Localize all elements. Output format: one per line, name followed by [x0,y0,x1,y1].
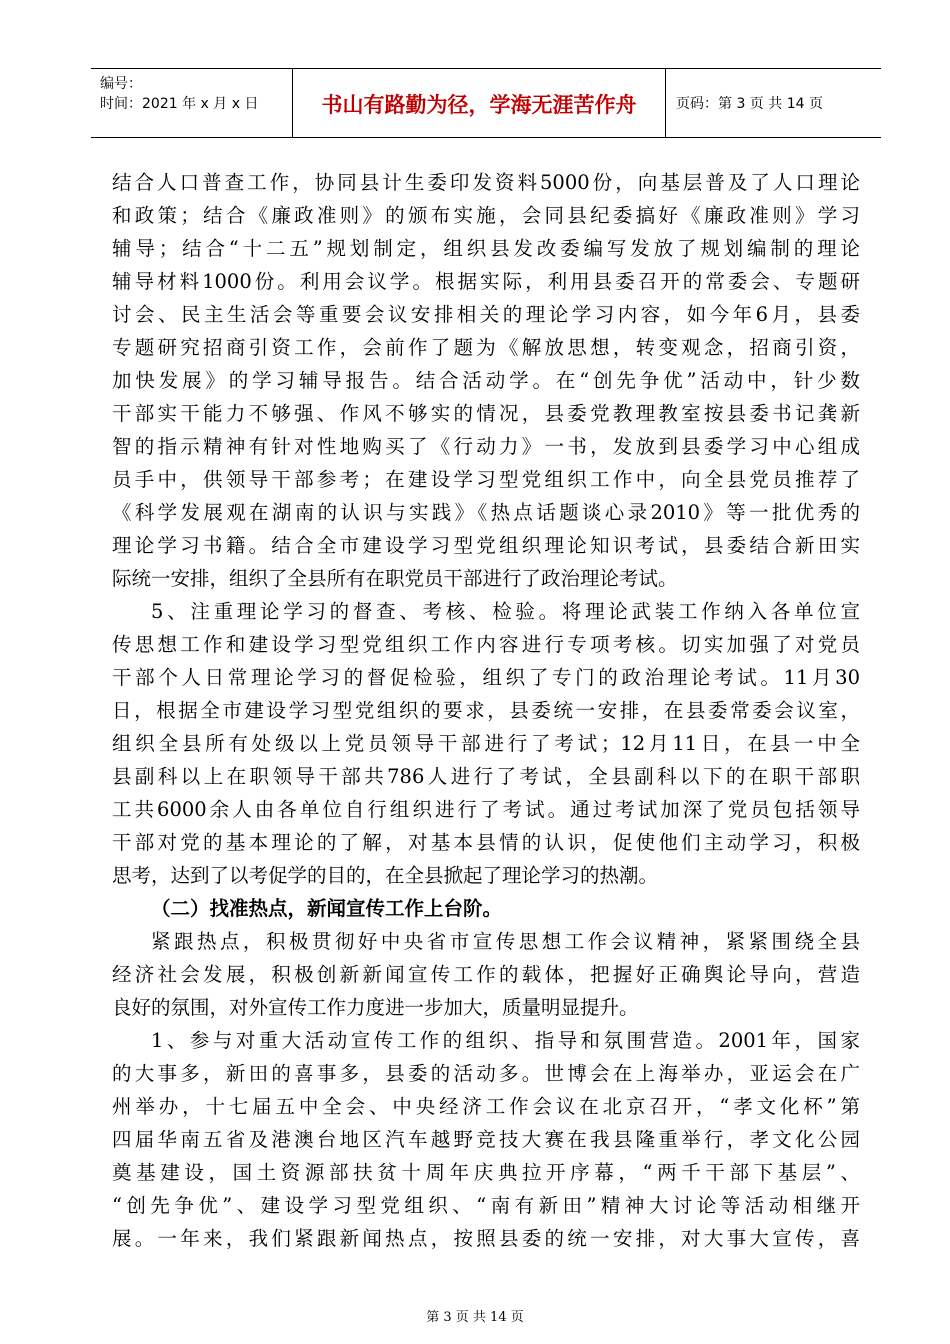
text-line: 的大事多，新田的喜事多，县委的活动多。世博会在上海举办，亚运会在广 [112,1062,860,1085]
text-line: 传思想工作和建设学习型党组织工作内容进行专项考核。切实加强了对党员 [112,633,860,656]
text-line: 辅导材料1000份。利用会议学。根据实际，利用县委召开的常委会、专题研 [112,270,860,293]
header-meta-cell [91,69,293,137]
text-line: 结合人口普查工作，协同县计生委印发资料5000份，向基层普及了人口理论 [112,171,860,194]
time-label: 时间：2021 年 x 月 x 日 [100,96,259,112]
text-line: 专题研究招商引资工作，会前作了题为《解放思想，转变观念，招商引资， [112,336,860,359]
text-line: 理论学习书籍。结合全市建设学习型党组织理论知识考试，县委结合新田实 [112,534,860,557]
text-line: 干部个人日常理论学习的督促检验，组织了专门的政治理论考试。11月30 [112,666,860,689]
text-line: 县副科以上在职领导干部共786人进行了考试，全县副科以下的在职干部职 [112,765,860,788]
text-line: 1、参与对重大活动宣传工作的组织、指导和氛围营造。2001年，国家 [151,1029,860,1052]
page-number-label: 页码：第 3 页 共 14 页 [676,96,823,112]
header-page-cell [666,69,881,137]
text-line: 加快发展》的学习辅导报告。结合活动学。在“创先争优”活动中，针少数 [112,369,860,392]
text-line: 州举办，十七届五中全会、中央经济工作会议在北京召开，“孝文化杯”第 [112,1095,860,1118]
text-line: 和政策；结合《廉政准则》的颁布实施，会同县纪委搞好《廉政准则》学习 [112,204,860,227]
text-line: 日，根据全市建设学习型党组织的要求，县委统一安排，在县委常委会议室， [112,699,860,722]
text-line: 干部实干能力不够强、作风不够实的情况，县委党教理教室按县委书记龚新 [112,402,860,425]
text-line: 奠基建设，国土资源部扶贫十周年庆典拉开序幕，“两千干部下基层”、 [112,1161,860,1184]
text-line: 员手中，供领导干部参考；在建设学习型党组织工作中，向全县党员推荐了 [112,468,860,491]
text-line: 工共6000余人由各单位自行组织进行了考试。通过考试加深了党员包括领导 [112,798,860,821]
text-line: 5、注重理论学习的督查、考核、检验。将理论武装工作纳入各单位宣 [151,600,860,623]
text-line: 辅导；结合“十二五”规划制定，组织县发改委编写发放了规划编制的理论 [112,237,860,260]
text-line: 思考，达到了以考促学的目的，在全县掀起了理论学习的热潮。 [112,864,659,887]
text-line: 良好的氛围，对外宣传工作力度进一步加大，质量明显提升。 [112,996,639,1019]
document-body [112,166,860,1255]
text-line: 组织全县所有处级以上党员领导干部进行了考试；12月11日，在县一中全 [112,732,860,755]
text-line: 讨会、民主生活会等重要会议安排相关的理论学习内容，如今年6月，县委 [112,303,860,326]
text-line: 经济社会发展，积极创新新闻宣传工作的载体，把握好正确舆论导向，营造 [112,963,860,986]
text-line: 《科学发展观在湖南的认识与实践》《热点话题谈心录2010》等一批优秀的 [112,501,860,524]
section-heading: （二）找准热点，新闻宣传工作上台阶。 [151,897,503,920]
page-header [91,68,881,138]
text-line: 际统一安排，组织了全县所有在职党员干部进行了政治理论考试。 [112,567,678,590]
text-line: “创先争优”、建设学习型党组织、“南有新田”精神大讨论等活动相继开 [112,1194,860,1217]
header-motto-cell [293,69,666,137]
text-line: 四届华南五省及港澳台地区汽车越野竞技大赛在我县隆重举行，孝文化公园 [112,1128,860,1151]
number-label: 编号： [100,76,142,92]
text-line: 紧跟热点，积极贯彻好中央省市宣传思想工作会议精神，紧紧围绕全县 [151,930,860,953]
text-line: 展。一年来，我们紧跟新闻热点，按照县委的统一安排，对大事大宣传，喜 [112,1227,860,1250]
page-footer: 第 3 页 共 14 页 [426,1310,524,1325]
text-line: 智的指示精神有针对性地购买了《行动力》一书，发放到县委学习中心组成 [112,435,860,458]
motto-text: 书山有路勤为径，学海无涯苦作舟 [321,93,637,117]
text-line: 干部对党的基本理论的了解，对基本县情的认识，促使他们主动学习，积极 [112,831,860,854]
